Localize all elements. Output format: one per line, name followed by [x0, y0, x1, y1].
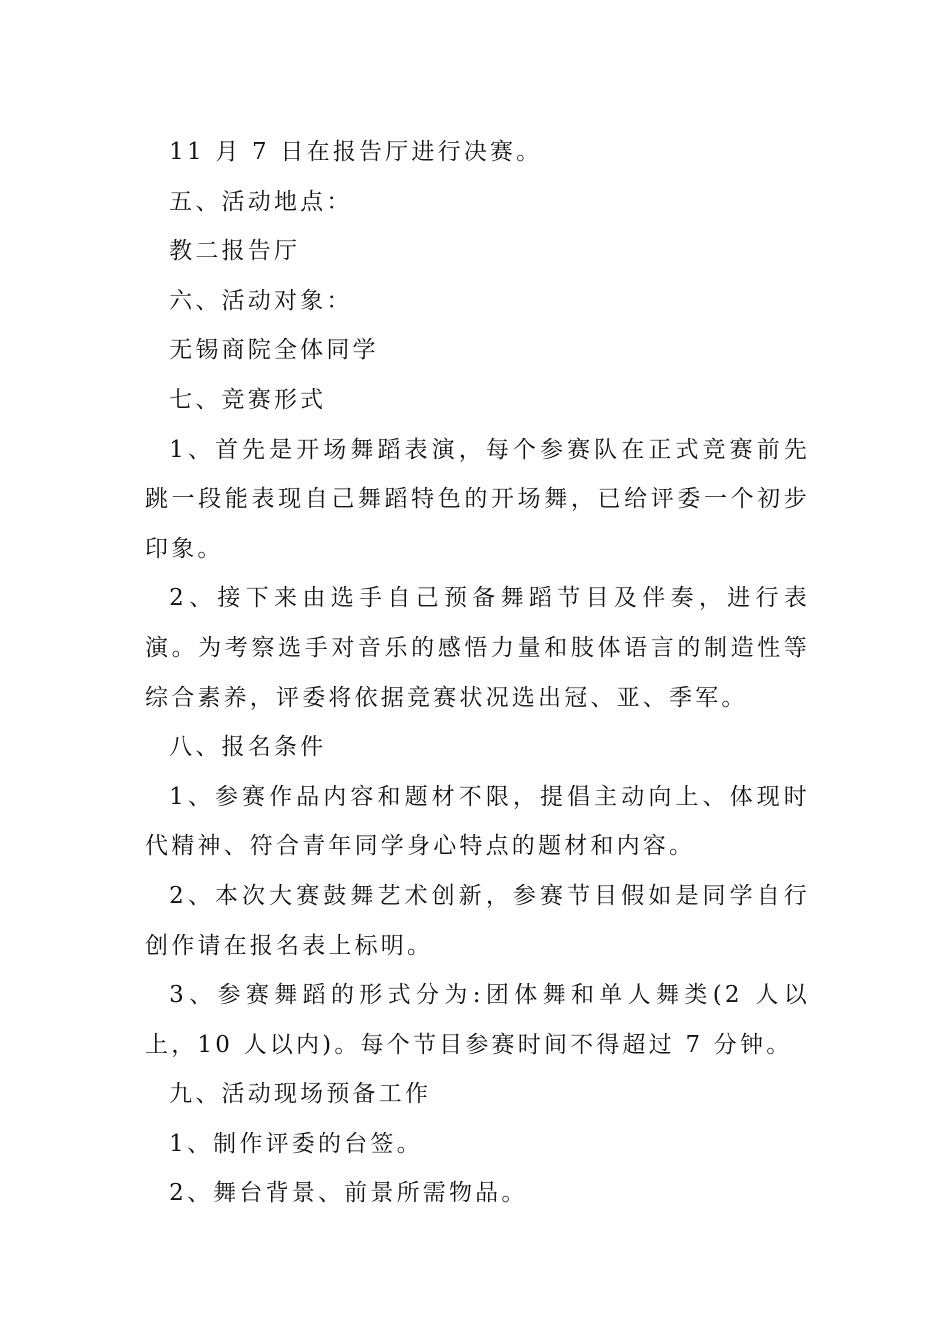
paragraph-preparation-1: 1、制作评委的台签。: [169, 1130, 423, 1157]
document-body: [145, 128, 810, 1219]
heading-competition-format: 七、竞赛形式: [169, 386, 327, 413]
paragraph-format-2: 2、接下来由选手自己预备舞蹈节目及伴奏，进行表演。为考察选手对音乐的感悟力量和肢体语言的制造性等综合素养，评委将依据竞赛状况选出冠、亚、季军。: [145, 585, 810, 711]
paragraph-location: 教二报告厅: [169, 238, 301, 265]
heading-activity-location: 五、活动地点：: [169, 188, 353, 215]
paragraph-format-1: 1、首先是开场舞蹈表演，每个参赛队在正式竞赛前先跳一段能表现自己舞蹈特色的开场舞，已给评委一个初步印象。: [145, 436, 810, 562]
paragraph-condition-1: 1、参赛作品内容和题材不限，提倡主动向上、体现时代精神、符合青年同学身心特点的题材和内容。: [145, 783, 810, 860]
heading-onsite-preparation: 九、活动现场预备工作: [169, 1081, 432, 1108]
paragraph-preparation-2: 2、舞台背景、前景所需物品。: [169, 1180, 528, 1207]
paragraph-condition-2: 2、本次大赛鼓舞艺术创新，参赛节目假如是同学自行创作请在报名表上标明。: [145, 882, 810, 959]
paragraph-final-date: 11 月 7 日在报告厅进行决赛。: [169, 139, 543, 165]
heading-registration-conditions: 八、报名条件: [169, 734, 327, 761]
heading-activity-target: 六、活动对象：: [169, 287, 353, 314]
paragraph-condition-3: 3、参赛舞蹈的形式分为:团体舞和单人舞类(2 人以上，10 人以内)。每个节目参赛时间不得超过 7 分钟。: [145, 982, 810, 1058]
paragraph-target: 无锡商院全体同学: [169, 337, 379, 364]
